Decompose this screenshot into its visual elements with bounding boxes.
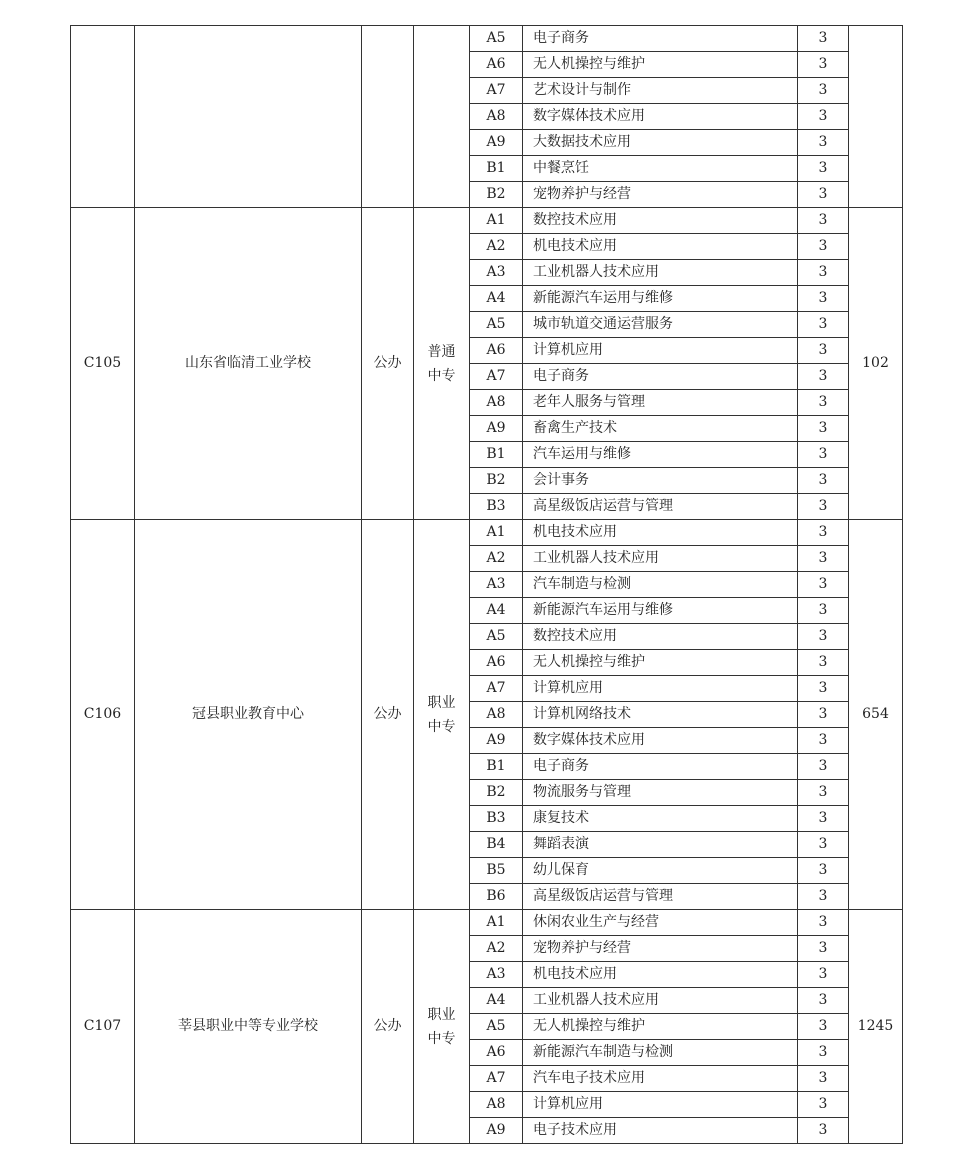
major-code: A7 [470, 78, 523, 104]
major-name: 工业机器人技术应用 [523, 546, 798, 572]
enrollment-total: 1245 [849, 910, 903, 1144]
major-years: 3 [798, 884, 849, 910]
major-code: A1 [470, 520, 523, 546]
major-code: A6 [470, 1040, 523, 1066]
major-years: 3 [798, 442, 849, 468]
major-name: 舞蹈表演 [523, 832, 798, 858]
major-years: 3 [798, 858, 849, 884]
major-name: 无人机操控与维护 [523, 1014, 798, 1040]
table-row [71, 520, 903, 546]
major-years: 3 [798, 26, 849, 52]
major-name: 数字媒体技术应用 [523, 104, 798, 130]
major-years: 3 [798, 494, 849, 520]
major-code: A5 [470, 312, 523, 338]
school-kind [414, 208, 470, 520]
major-name: 计算机应用 [523, 676, 798, 702]
major-code: A5 [470, 624, 523, 650]
major-name: 工业机器人技术应用 [523, 260, 798, 286]
major-name: 新能源汽车运用与维修 [523, 598, 798, 624]
major-years: 3 [798, 936, 849, 962]
major-name: 无人机操控与维护 [523, 52, 798, 78]
enrollment-total [849, 26, 903, 208]
major-code: A2 [470, 546, 523, 572]
enrollment-table-wrapper [70, 25, 903, 1144]
major-years: 3 [798, 1014, 849, 1040]
major-code: A7 [470, 676, 523, 702]
major-code: B2 [470, 182, 523, 208]
major-name: 工业机器人技术应用 [523, 988, 798, 1014]
major-code: A7 [470, 1066, 523, 1092]
major-years: 3 [798, 806, 849, 832]
major-years: 3 [798, 910, 849, 936]
major-code: A6 [470, 338, 523, 364]
major-years: 3 [798, 598, 849, 624]
major-years: 3 [798, 130, 849, 156]
major-years: 3 [798, 1040, 849, 1066]
school-name [135, 26, 362, 208]
school-name: 山东省临清工业学校 [135, 208, 362, 520]
school-code: C105 [71, 208, 135, 520]
major-code: B5 [470, 858, 523, 884]
major-code: A3 [470, 572, 523, 598]
major-years: 3 [798, 468, 849, 494]
major-code: A4 [470, 598, 523, 624]
major-name: 老年人服务与管理 [523, 390, 798, 416]
major-code: A5 [470, 1014, 523, 1040]
school-code: C106 [71, 520, 135, 910]
major-code: A8 [470, 390, 523, 416]
major-name: 计算机应用 [523, 338, 798, 364]
major-name: 机电技术应用 [523, 962, 798, 988]
major-code: A4 [470, 286, 523, 312]
school-code: C107 [71, 910, 135, 1144]
major-years: 3 [798, 260, 849, 286]
major-code: A3 [470, 962, 523, 988]
major-years: 3 [798, 338, 849, 364]
major-code: B3 [470, 494, 523, 520]
major-years: 3 [798, 52, 849, 78]
major-name: 数字媒体技术应用 [523, 728, 798, 754]
major-code: A7 [470, 364, 523, 390]
major-name: 宠物养护与经营 [523, 182, 798, 208]
major-years: 3 [798, 78, 849, 104]
table-body [71, 26, 903, 1144]
major-name: 畜禽生产技术 [523, 416, 798, 442]
major-name: 机电技术应用 [523, 520, 798, 546]
major-code: A2 [470, 936, 523, 962]
major-name: 汽车电子技术应用 [523, 1066, 798, 1092]
major-name: 康复技术 [523, 806, 798, 832]
major-years: 3 [798, 780, 849, 806]
major-years: 3 [798, 624, 849, 650]
major-code: A8 [470, 1092, 523, 1118]
enrollment-table [70, 25, 903, 1144]
major-name: 大数据技术应用 [523, 130, 798, 156]
school-type: 公办 [362, 910, 414, 1144]
major-years: 3 [798, 1092, 849, 1118]
major-name: 电子商务 [523, 26, 798, 52]
major-years: 3 [798, 1118, 849, 1144]
major-name: 高星级饭店运营与管理 [523, 494, 798, 520]
major-name: 计算机应用 [523, 1092, 798, 1118]
major-years: 3 [798, 234, 849, 260]
major-name: 休闲农业生产与经营 [523, 910, 798, 936]
major-code: A8 [470, 104, 523, 130]
major-years: 3 [798, 286, 849, 312]
table-row [71, 208, 903, 234]
major-years: 3 [798, 832, 849, 858]
major-name: 幼儿保育 [523, 858, 798, 884]
major-years: 3 [798, 702, 849, 728]
major-name: 中餐烹饪 [523, 156, 798, 182]
major-code: A2 [470, 234, 523, 260]
school-type: 公办 [362, 520, 414, 910]
major-name: 物流服务与管理 [523, 780, 798, 806]
major-years: 3 [798, 208, 849, 234]
major-name: 宠物养护与经营 [523, 936, 798, 962]
major-years: 3 [798, 988, 849, 1014]
major-code: B1 [470, 156, 523, 182]
major-years: 3 [798, 364, 849, 390]
school-kind-text: 普通中专 [427, 343, 456, 384]
major-years: 3 [798, 182, 849, 208]
major-years: 3 [798, 520, 849, 546]
major-code: A1 [470, 208, 523, 234]
major-name: 汽车运用与维修 [523, 442, 798, 468]
major-name: 无人机操控与维护 [523, 650, 798, 676]
major-years: 3 [798, 1066, 849, 1092]
major-code: A4 [470, 988, 523, 1014]
major-years: 3 [798, 104, 849, 130]
school-kind [414, 910, 470, 1144]
major-name: 高星级饭店运营与管理 [523, 884, 798, 910]
major-years: 3 [798, 728, 849, 754]
major-years: 3 [798, 650, 849, 676]
school-name: 冠县职业教育中心 [135, 520, 362, 910]
major-code: A9 [470, 416, 523, 442]
major-name: 计算机网络技术 [523, 702, 798, 728]
table-row [71, 26, 903, 52]
major-name: 机电技术应用 [523, 234, 798, 260]
major-code: A5 [470, 26, 523, 52]
major-code: A9 [470, 728, 523, 754]
major-years: 3 [798, 676, 849, 702]
major-years: 3 [798, 416, 849, 442]
major-code: A9 [470, 1118, 523, 1144]
major-name: 电子技术应用 [523, 1118, 798, 1144]
major-code: A1 [470, 910, 523, 936]
major-years: 3 [798, 572, 849, 598]
major-name: 数控技术应用 [523, 208, 798, 234]
major-name: 会计事务 [523, 468, 798, 494]
school-kind [414, 26, 470, 208]
major-years: 3 [798, 962, 849, 988]
enrollment-total: 102 [849, 208, 903, 520]
major-code: B1 [470, 754, 523, 780]
school-kind-text: 职业中专 [427, 694, 456, 735]
major-code: B4 [470, 832, 523, 858]
major-code: A6 [470, 52, 523, 78]
major-name: 数控技术应用 [523, 624, 798, 650]
major-code: B3 [470, 806, 523, 832]
enrollment-total: 654 [849, 520, 903, 910]
major-name: 新能源汽车运用与维修 [523, 286, 798, 312]
major-code: B2 [470, 780, 523, 806]
major-years: 3 [798, 546, 849, 572]
school-kind [414, 520, 470, 910]
school-type [362, 26, 414, 208]
school-name: 莘县职业中等专业学校 [135, 910, 362, 1144]
major-years: 3 [798, 754, 849, 780]
major-name: 汽车制造与检测 [523, 572, 798, 598]
major-code: B6 [470, 884, 523, 910]
major-name: 电子商务 [523, 754, 798, 780]
major-years: 3 [798, 312, 849, 338]
major-code: A8 [470, 702, 523, 728]
major-code: A3 [470, 260, 523, 286]
major-code: A6 [470, 650, 523, 676]
major-code: B2 [470, 468, 523, 494]
major-years: 3 [798, 156, 849, 182]
major-code: A9 [470, 130, 523, 156]
major-name: 艺术设计与制作 [523, 78, 798, 104]
major-name: 城市轨道交通运营服务 [523, 312, 798, 338]
major-code: B1 [470, 442, 523, 468]
school-code [71, 26, 135, 208]
table-row [71, 910, 903, 936]
major-name: 电子商务 [523, 364, 798, 390]
school-kind-text: 职业中专 [427, 1006, 456, 1047]
school-type: 公办 [362, 208, 414, 520]
major-name: 新能源汽车制造与检测 [523, 1040, 798, 1066]
major-years: 3 [798, 390, 849, 416]
